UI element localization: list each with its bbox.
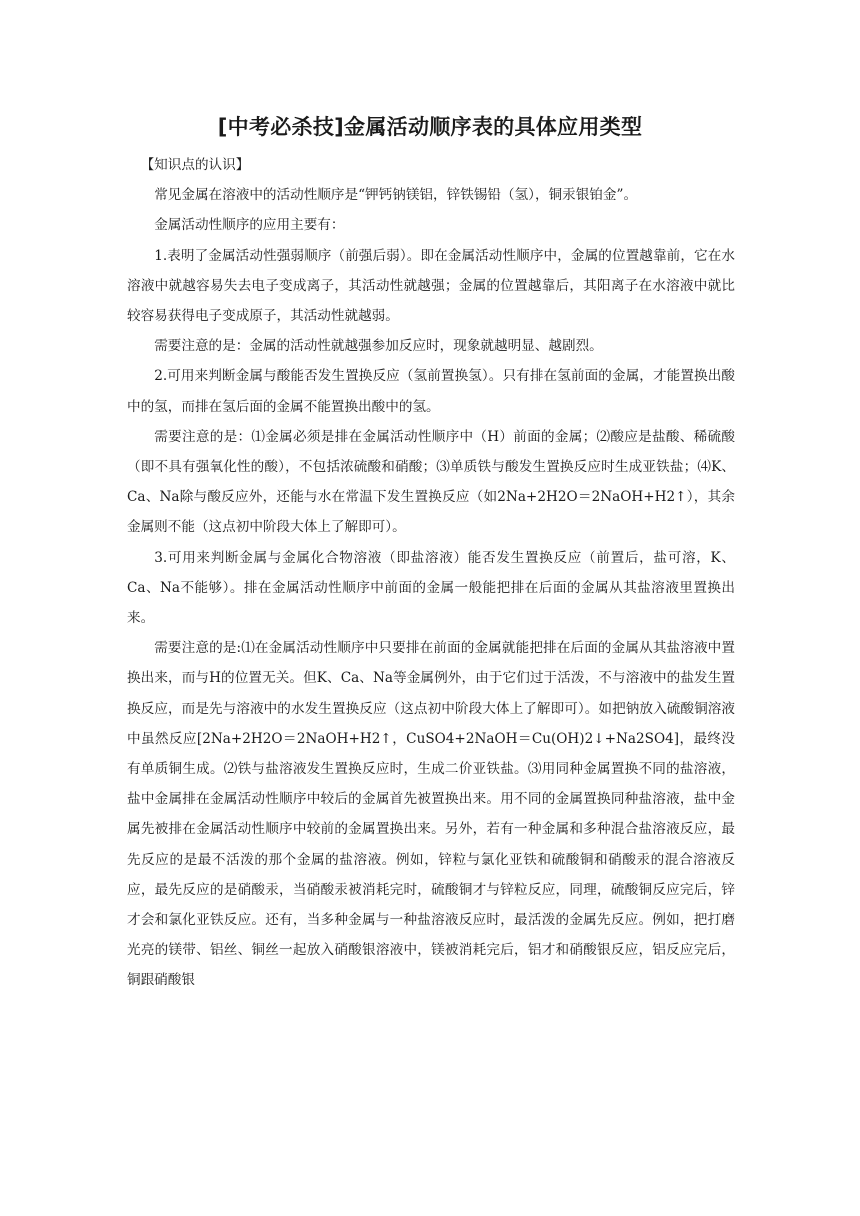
paragraph: 常见金属在溶液中的活动性顺序是“钾钙钠镁铝，锌铁锡铅（氢），铜汞银铂金”。 bbox=[154, 187, 638, 204]
section-heading: 【知识点的认识】 bbox=[140, 157, 250, 173]
document-title: [中考必杀技]金属活动顺序表的具体应用类型 bbox=[217, 115, 643, 139]
paragraph: 1.表明了金属活动性强弱顺序（前强后弱）。即在金属活动性顺序中，金属的位置越靠前，它在水溶液中就越容易失去电子变成离子，其活动性就越强；金属的位置越靠后，其阳离子在水溶液中就比较容易获得电子变成原子，其活动性就越弱。 bbox=[127, 247, 735, 325]
document-body bbox=[127, 150, 735, 996]
paragraph: 3.可用来判断金属与金属化合物溶液（即盐溶液）能否发生置换反应（前置后，盐可溶，K、Ca、Na不能够）。排在金属活动性顺序中前面的金属一般能把排在后面的金属从其盐溶液里置换出来。 bbox=[127, 549, 735, 627]
paragraph: 2.可用来判断金属与酸能否发生置换反应（氢前置换氢）。只有排在氢前面的金属，才能置换出酸中的氢，而排在氢后面的金属不能置换出酸中的氢。 bbox=[127, 368, 735, 415]
paragraph: 需要注意的是：⑴金属必须是排在金属活动性顺序中（H）前面的金属；⑵酸应是盐酸、稀硫酸（即不具有强氧化性的酸），不包括浓硫酸和硝酸；⑶单质铁与酸发生置换反应时生成亚铁盐；⑷K、Ca、Na除与酸反应外，还能与水在常温下发生置换反应（如2Na+2H2O＝2NaOH+H2↑），其余金属则不能（这点初中阶段大体上了解即可）。 bbox=[127, 428, 735, 536]
paragraph: 需要注意的是:⑴在金属活动性顺序中只要排在前面的金属就能把排在后面的金属从其盐溶液中置换出来，而与H的位置无关。但K、Ca、Na等金属例外，由于它们过于活泼，不与溶液中的盐发生置换反应，而是先与溶液中的水发生置换反应（这点初中阶段大体上了解即可）。如把钠放入硫酸铜溶液中虽然反应[2Na+2H2O＝2NaOH+H2↑，CuSO4+2NaOH＝Cu(OH)2↓+Na2SO4]，最终没有单质铜生成。⑵铁与盐溶液发生置换反应时，生成二价亚铁盐。⑶用同种金属置换不同的盐溶液，盐中金属排在金属活动性顺序中较后的金属首先被置换出来。用不同的金属置换同种盐溶液，盐中金属先被排在金属活动性顺序中较前的金属置换出来。另外，若有一种金属和多种混合盐溶液反应，最先反应的是最不活泼的那个金属的盐溶液。例如，锌粒与氯化亚铁和硫酸铜和硝酸汞的混合溶液反应，最先反应的是硝酸汞，当硝酸汞被消耗完时，硫酸铜才与锌粒反应，同理，硫酸铜反应完后，锌才会和氯化亚铁反应。还有，当多种金属与一种盐溶液反应时，最活泼的金属先反应。例如，把打磨光亮的镁带、铝丝、铜丝一起放入硝酸银溶液中，镁被消耗完后，铝才和硝酸银反应，铝反应完后，铜跟硝酸银 bbox=[127, 640, 735, 989]
paragraph: 需要注意的是：金属的活动性就越强参加反应时，现象就越明显、越剧烈。 bbox=[154, 338, 603, 355]
paragraph: 金属活动性顺序的应用主要有： bbox=[154, 217, 345, 234]
